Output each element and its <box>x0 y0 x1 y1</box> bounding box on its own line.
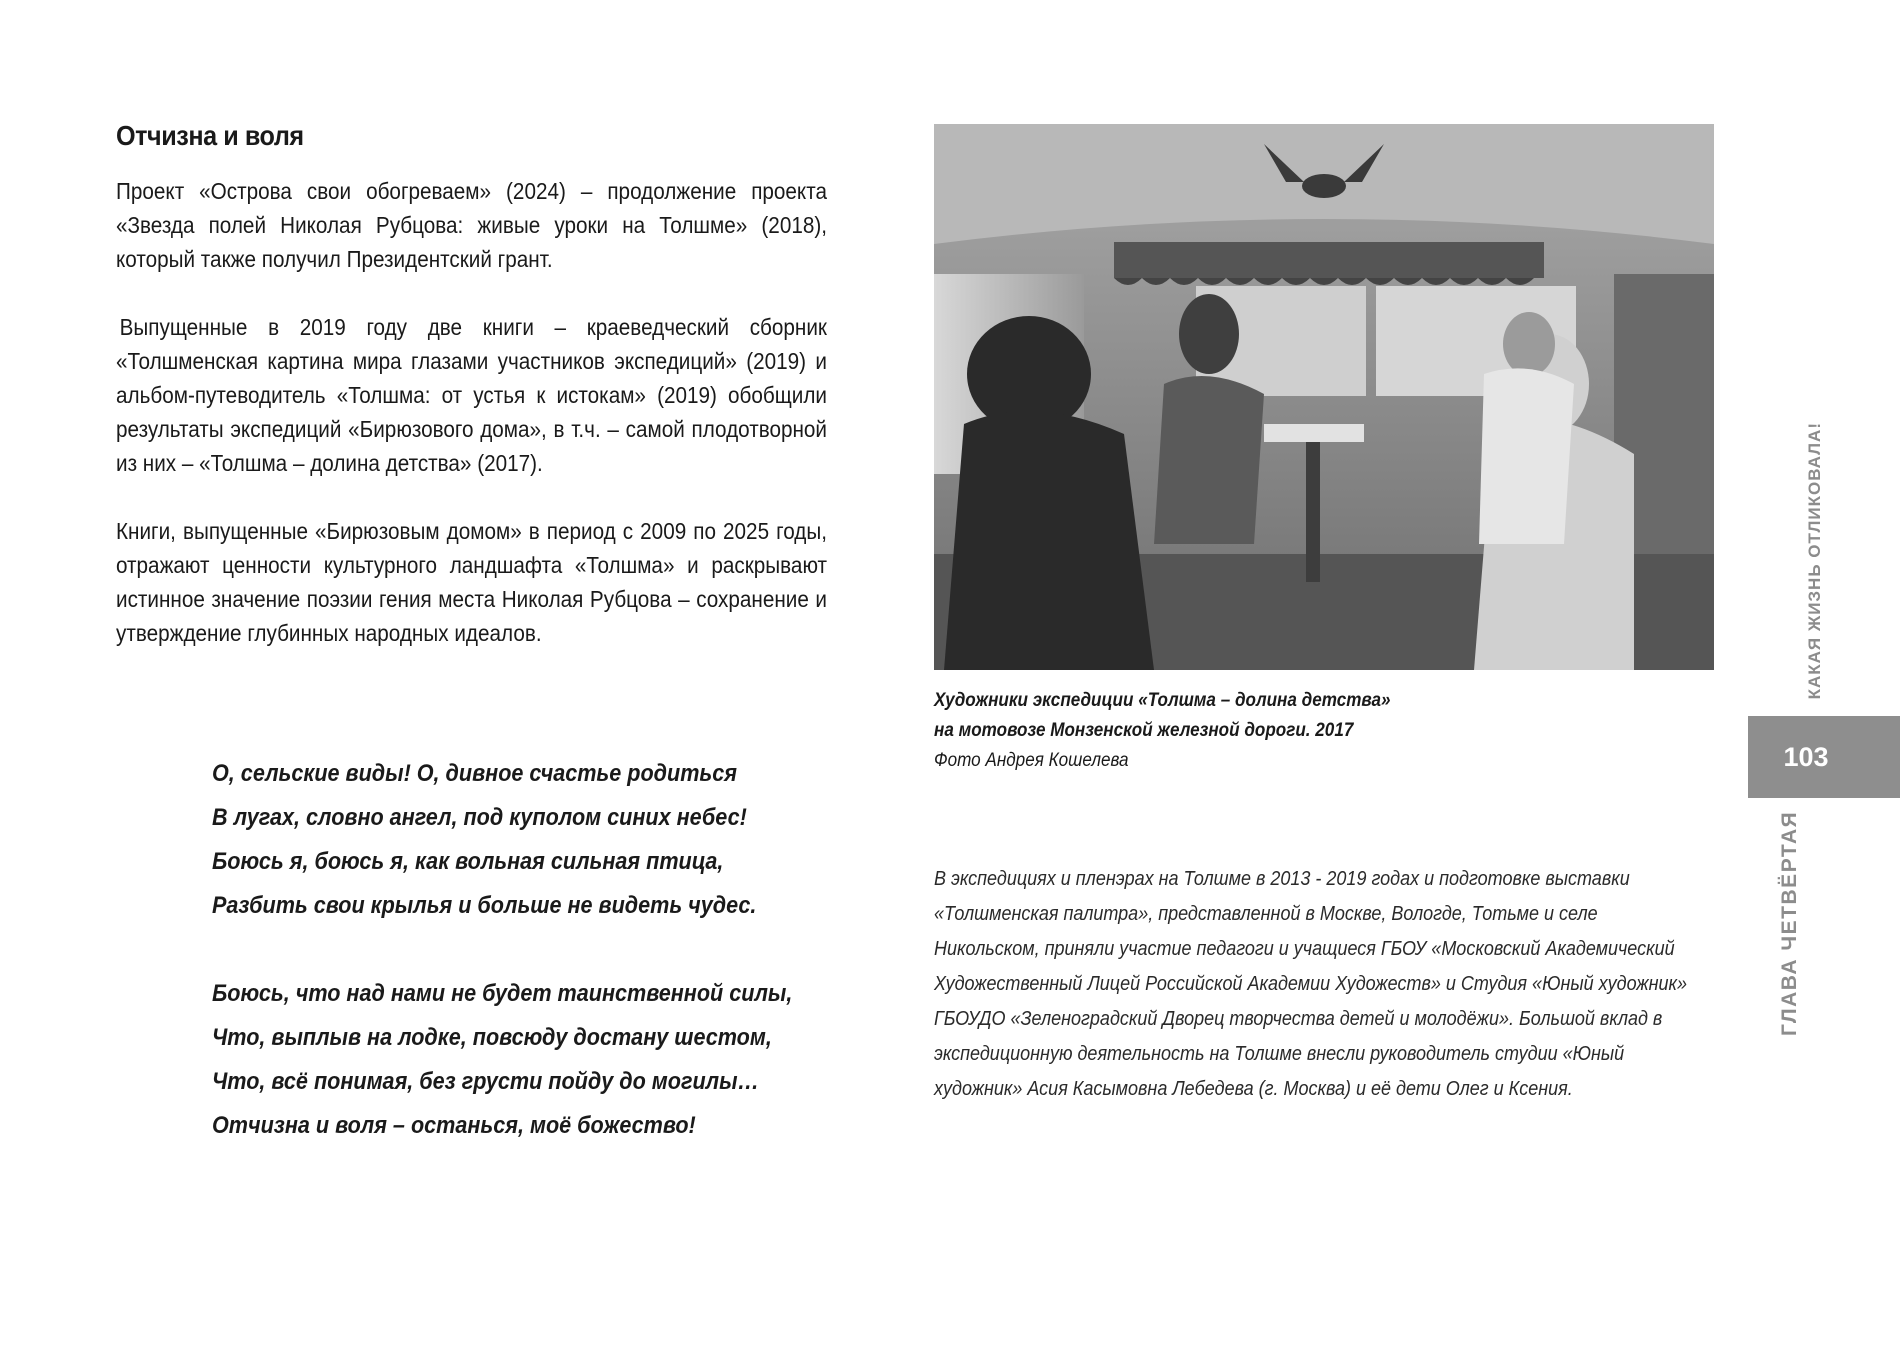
paragraph-3: Книги, выпущенные «Бирюзовым домом» в период с 2009 по 2025 годы, отражают ценности культурного ландшафта «Толшма» и раскрывают истинное значение поэзии гения места Николая Рубцова – сохранение и утверждение глубинных народных идеалов. <box>116 518 827 646</box>
poem-stanza-1 <box>212 752 842 928</box>
chapter-title: ГЛАВА ЧЕТВЁРТАЯ <box>1778 810 1801 1036</box>
poem-stanza-2 <box>212 972 842 1148</box>
poem-line: В лугах, словно ангел, под куполом синих небес! <box>212 804 747 831</box>
photo-train-interior <box>934 124 1714 670</box>
note-text: В экспедициях и пленэрах на Толшме в 2013 - 2019 годах и подготовке выставки «Толшменская палитра», представленной в Москве, Вологде, Тотьме и селе Никольском, приняли участие педагоги и учащиеся ГБОУ «Московский Академический Художественный Лицей Российской Академии Художеств» и Студия «Юный художник» ГБОУДО «Зеленоградский Дворец творчества детей и молодёжи». Большой вклад в экспедиционную деятельность на Толшме внесли руководитель студии «Юный художник» Асия Касымовна Лебедева (г. Москва) и её дети Олег и Ксения. <box>934 868 1688 1100</box>
page-number-tab <box>1748 716 1900 798</box>
poem <box>212 752 842 1192</box>
poem-line: Что, выплыв на лодке, повсюду достану шестом, <box>212 1024 772 1051</box>
caption-line-2: на мотовозе Монзенской железной дороги. 2017 <box>934 720 1354 741</box>
poem-line: Разбить свои крылья и больше не видеть чудес. <box>212 892 757 919</box>
photo-credit: Фото Андрея Кошелева <box>934 750 1129 771</box>
poem-line: Боюсь, что над нами не будет таинственной силы, <box>212 980 793 1007</box>
page-sidebar <box>1748 0 1900 1370</box>
photo-caption <box>934 686 1474 776</box>
poem-line: Что, всё понимая, без грусти пойду до могилы… <box>212 1068 760 1095</box>
caption-line-1: Художники экспедиции «Толшма – долина детства» <box>934 690 1391 711</box>
photo-illustration <box>934 124 1714 670</box>
body-text <box>116 174 827 684</box>
page-number: 103 <box>1783 741 1829 772</box>
poem-line: О, сельские виды! О, дивное счастье родиться <box>212 760 737 787</box>
poem-line: Боюсь я, боюсь я, как вольная сильная птица, <box>212 848 724 875</box>
side-note <box>934 862 1708 1107</box>
running-title: КАКАЯ ЖИЗНЬ ОТЛИКОВАЛА! <box>1805 422 1824 700</box>
section-heading: Отчизна и воля <box>116 120 304 151</box>
poem-line: Отчизна и воля – останься, моё божество! <box>212 1112 696 1139</box>
paragraph-1: Проект «Острова свои обогреваем» (2024) – продолжение проекта «Звезда полей Николая Рубцова: живые уроки на Толшме» (2018), который также получил Президентский грант. <box>116 178 827 272</box>
paragraph-2: Выпущенные в 2019 году две книги – краеведческий сборник «Толшменская картина мира глазами участников экспедиций» (2019) и альбом-путеводитель «Толшма: от устья к истокам» (2019) обобщили результаты экспедиций «Бирюзового дома», в т.ч. – самой плодотворной из них – «Толшма – долина детства» (2017). <box>116 314 828 476</box>
